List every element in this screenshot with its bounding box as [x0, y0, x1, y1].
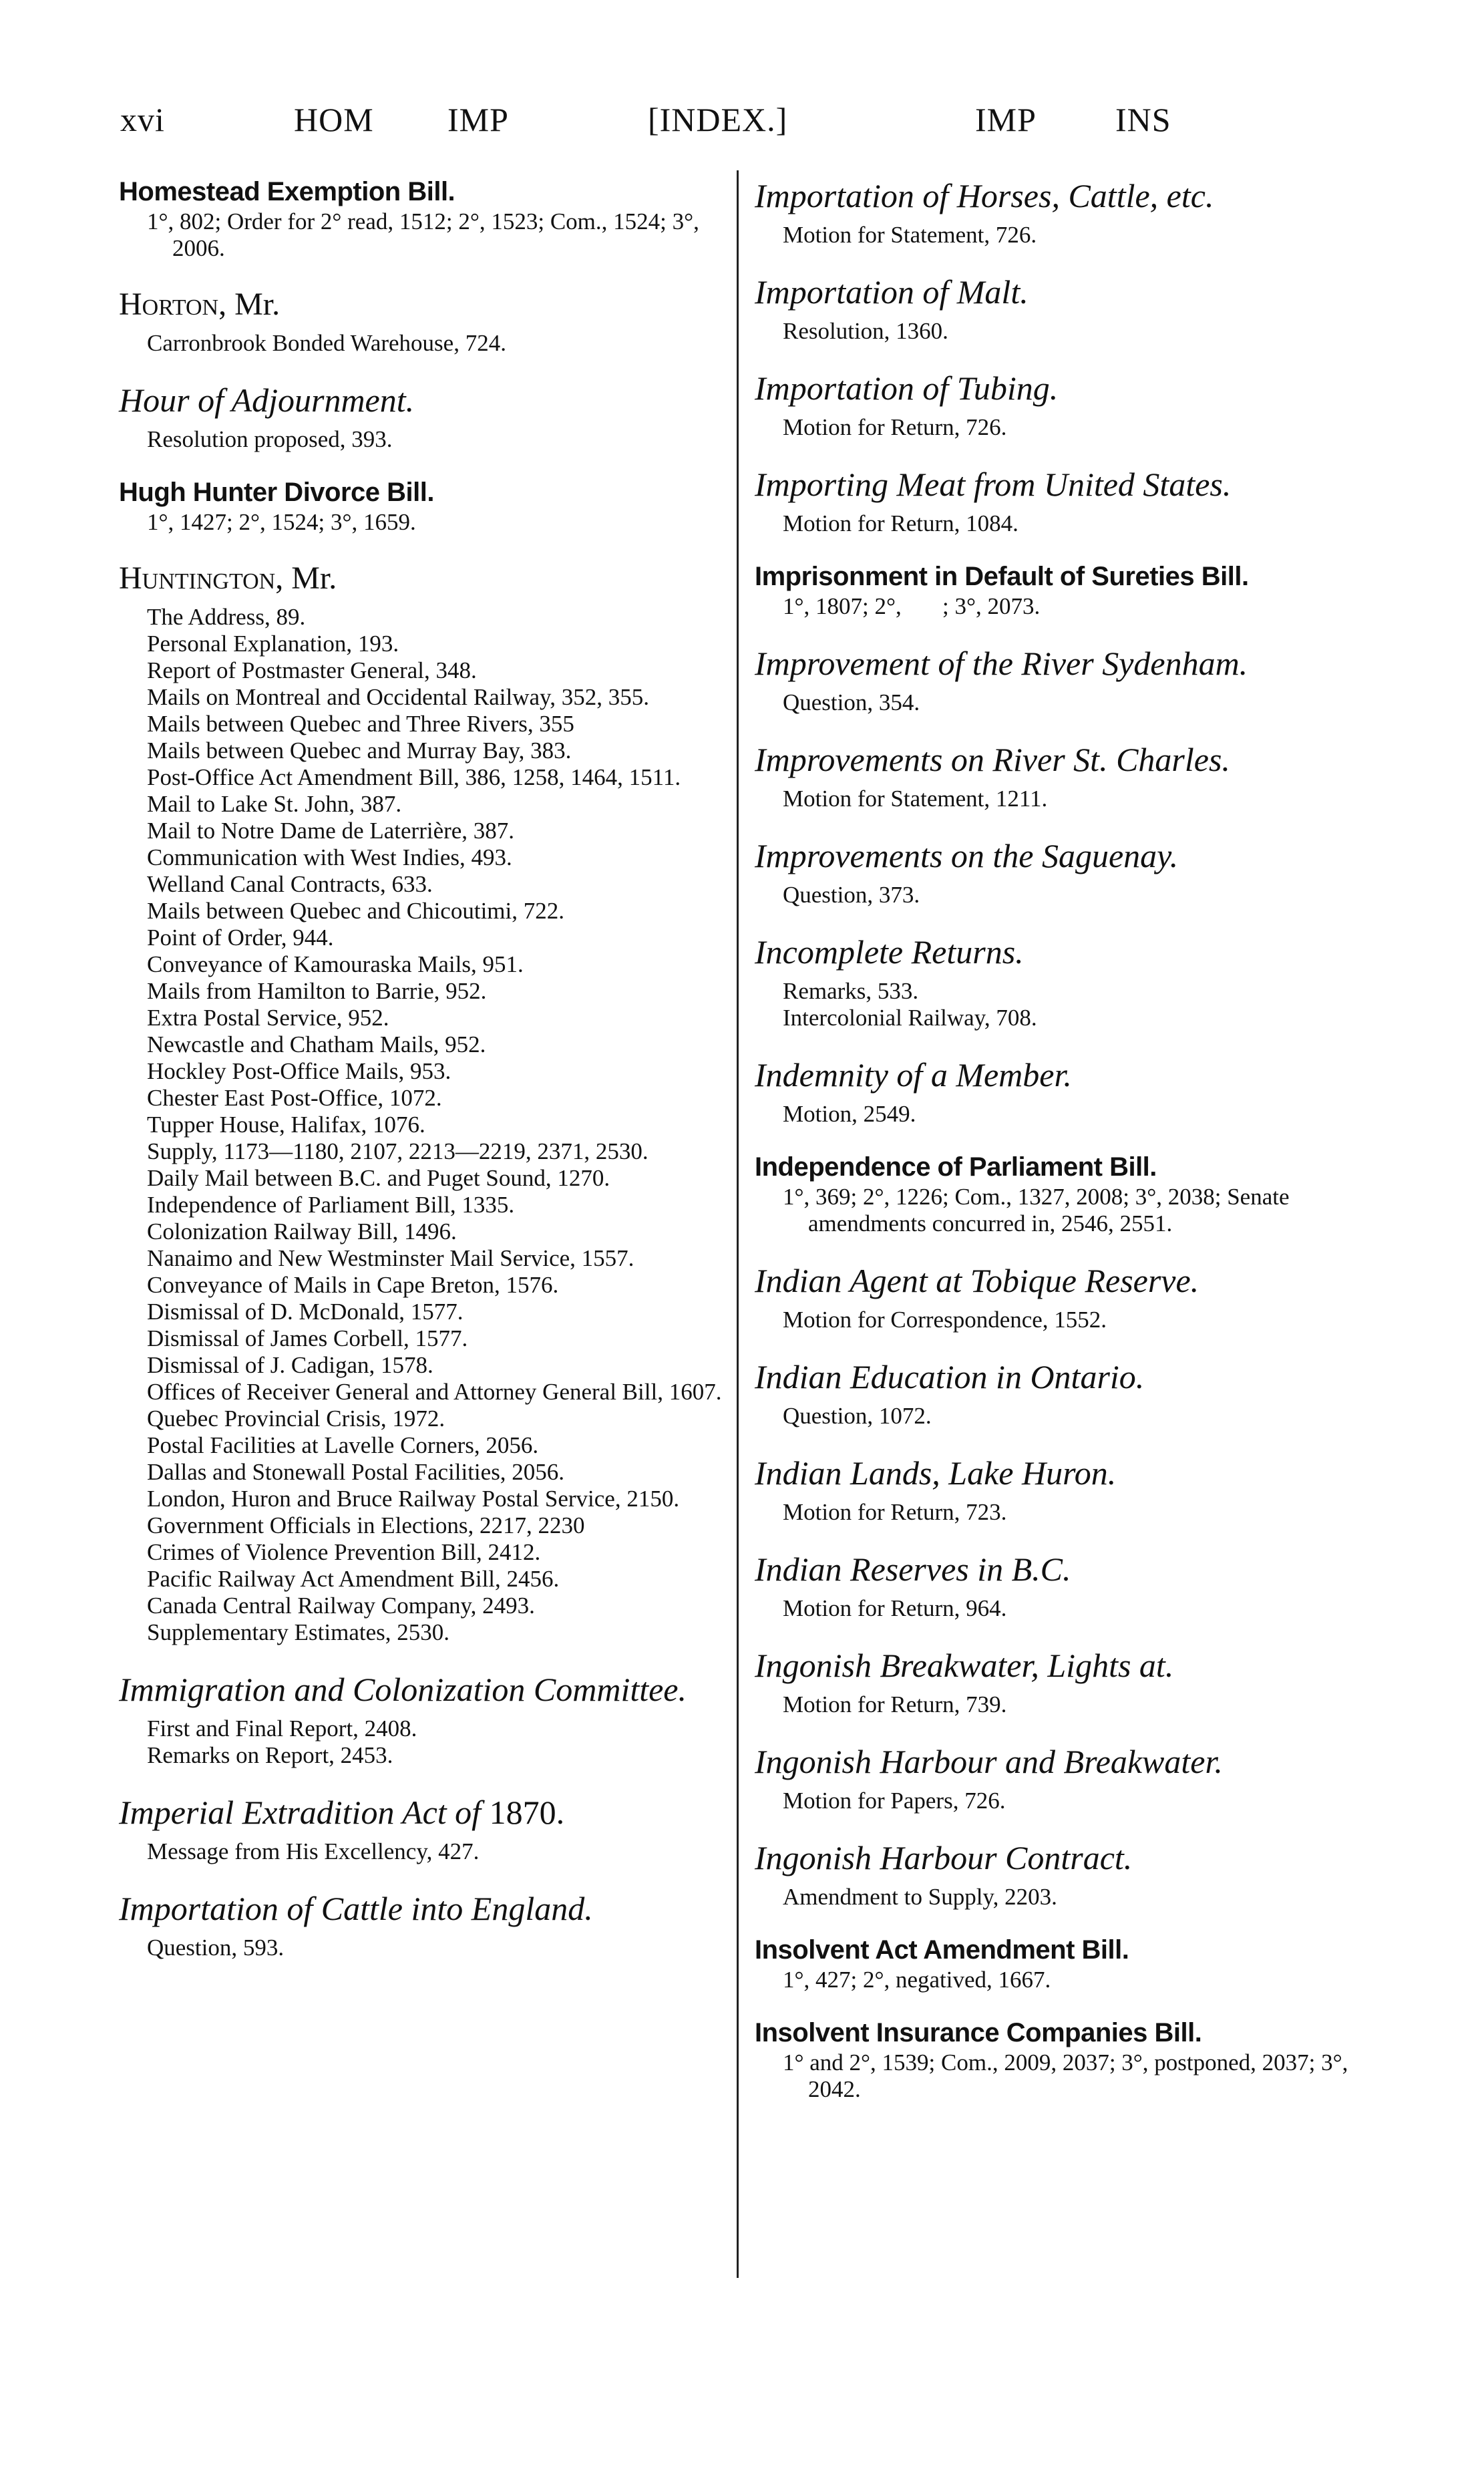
- entry-detail: Remarks, 533.: [783, 978, 919, 1004]
- index-entry-indian-lands: [755, 1452, 1359, 1526]
- list-item: Tupper House, Halifax, 1076.: [147, 1112, 425, 1138]
- page-number: xvi: [120, 101, 165, 138]
- entry-detail: Message from His Excellency, 427.: [147, 1838, 480, 1864]
- list-item: Supplementary Estimates, 2530.: [147, 1619, 449, 1645]
- list-item: Dismissal of James Corbell, 1577.: [147, 1325, 468, 1351]
- entry-detail: Motion for Statement, 726.: [783, 222, 1037, 248]
- index-entry-hour-adjournment: [119, 379, 723, 453]
- list-item: Dallas and Stonewall Postal Facilities, 2056.: [147, 1459, 565, 1485]
- entry-detail: Resolution proposed, 393.: [147, 426, 393, 452]
- list-item: Report of Postmaster General, 348.: [147, 657, 477, 683]
- entry-detail: Resolution, 1360.: [783, 318, 948, 344]
- person-title: , Mr.: [218, 287, 281, 322]
- index-entry-indian-education: [755, 1356, 1359, 1430]
- index-entry-tobique: [755, 1260, 1359, 1333]
- entry-heading: Improvements on River St. Charles.: [755, 741, 1230, 778]
- list-item: Nanaimo and New Westminster Mail Service, 1557.: [147, 1245, 634, 1271]
- list-item: Mails from Hamilton to Barrie, 952.: [147, 978, 487, 1004]
- index-entry-horton: [119, 285, 723, 357]
- column-divider: [737, 170, 739, 2278]
- entry-detail: Motion, 2549.: [783, 1101, 916, 1127]
- list-item: Daily Mail between B.C. and Puget Sound, 1270.: [147, 1165, 610, 1191]
- index-entry-immigration: [119, 1669, 723, 1769]
- list-item: London, Huron and Bruce Railway Postal Service, 2150.: [147, 1486, 680, 1512]
- entry-heading: Indian Reserves in B.C.: [755, 1550, 1071, 1588]
- header-first-word-right: IMP: [975, 101, 1037, 138]
- list-item: The Address, 89.: [147, 604, 306, 630]
- entry-detail: Motion for Return, 1084.: [783, 510, 1018, 536]
- entry-heading: [119, 1792, 723, 1833]
- entry-detail: Motion for Correspondence, 1552.: [783, 1307, 1107, 1333]
- entry-heading: Indemnity of a Member.: [755, 1056, 1072, 1094]
- index-entry-horses: [755, 175, 1359, 248]
- left-column: [119, 175, 723, 1984]
- list-item: Mails between Quebec and Chicoutimi, 722.: [147, 898, 564, 924]
- entry-detail: Carronbrook Bonded Warehouse, 724.: [147, 330, 506, 356]
- entry-heading: Importation of Malt.: [755, 273, 1029, 311]
- list-item: Mails between Quebec and Three Rivers, 355: [147, 711, 574, 737]
- entry-detail: 1° and 2°, 1539; Com., 2009, 2037; 3°, postponed, 2037; 3°, 2042.: [783, 2049, 1348, 2102]
- list-item: Welland Canal Contracts, 633.: [147, 871, 433, 897]
- entry-heading: Hugh Hunter Divorce Bill.: [119, 478, 434, 507]
- list-item: Mail to Notre Dame de Laterrière, 387.: [147, 818, 515, 844]
- list-item: Newcastle and Chatham Mails, 952.: [147, 1031, 486, 1057]
- list-item: Mail to Lake St. John, 387.: [147, 791, 402, 817]
- list-item: Conveyance of Kamouraska Mails, 951.: [147, 951, 524, 977]
- index-entry-indemnity: [755, 1054, 1359, 1128]
- entry-heading: Improvement of the River Sydenham.: [755, 645, 1248, 682]
- list-item: Offices of Receiver General and Attorney General Bill, 1607.: [147, 1379, 722, 1405]
- entry-heading: Incomplete Returns.: [755, 933, 1024, 971]
- index-entry-tubing: [755, 367, 1359, 441]
- entry-detail: Question, 593.: [147, 1935, 285, 1961]
- list-item: Canada Central Railway Company, 2493.: [147, 1593, 535, 1619]
- header-last-word-right: INS: [1115, 101, 1171, 138]
- entry-detail: Question, 1072.: [783, 1403, 932, 1429]
- person-title: , Mr.: [275, 560, 337, 596]
- entry-detail: Intercolonial Railway, 708.: [783, 1005, 1037, 1031]
- entry-detail: 1°, 369; 2°, 1226; Com., 1327, 2008; 3°, 2038; Senate amendments concurred in, 2546, 2551.: [783, 1184, 1290, 1236]
- index-entry-insolvent-insurance: [755, 2016, 1359, 2103]
- list-item: Post-Office Act Amendment Bill, 386, 1258, 1464, 1511.: [147, 764, 681, 790]
- header-first-word-left: HOM: [294, 101, 374, 138]
- entry-heading: Ingonish Breakwater, Lights at.: [755, 1647, 1174, 1684]
- entry-detail: Remarks on Report, 2453.: [147, 1742, 393, 1768]
- index-entry-ingonish-contract: [755, 1837, 1359, 1911]
- entry-detail: Motion for Return, 964.: [783, 1595, 1007, 1621]
- entry-heading: Indian Education in Ontario.: [755, 1358, 1145, 1395]
- index-entry-huntington: [119, 558, 723, 1646]
- entry-heading: Improvements on the Saguenay.: [755, 837, 1179, 874]
- list-item: Personal Explanation, 193.: [147, 631, 399, 657]
- index-entry-saguenay: [755, 835, 1359, 908]
- list-item: Conveyance of Mails in Cape Breton, 1576.: [147, 1272, 559, 1298]
- running-header: [120, 100, 1362, 154]
- list-item: Point of Order, 944.: [147, 925, 334, 951]
- entry-heading: Immigration and Colonization Committee.: [119, 1671, 687, 1708]
- index-entry-insolvent-act: [755, 1933, 1359, 1993]
- person-name: Horton: [119, 287, 219, 322]
- header-section: [INDEX.]: [648, 101, 788, 138]
- entry-heading: [119, 285, 723, 325]
- entry-detail: Amendment to Supply, 2203.: [783, 1884, 1057, 1910]
- entry-detail: 1°, 802; Order for 2° read, 1512; 2°, 1523; Com., 1524; 3°, 2006.: [147, 208, 699, 261]
- index-entry-sydenham: [755, 643, 1359, 716]
- index-entry-incomplete-returns: [755, 931, 1359, 1031]
- entry-detail: Motion for Statement, 1211.: [783, 786, 1048, 812]
- list-item: Postal Facilities at Lavelle Corners, 2056.: [147, 1432, 539, 1458]
- entry-heading: Ingonish Harbour and Breakwater.: [755, 1743, 1223, 1780]
- list-item: Dismissal of D. McDonald, 1577.: [147, 1299, 463, 1325]
- list-item: Pacific Railway Act Amendment Bill, 2456.: [147, 1566, 560, 1592]
- entry-heading: Ingonish Harbour Contract.: [755, 1839, 1133, 1876]
- entry-heading: Indian Lands, Lake Huron.: [755, 1454, 1117, 1492]
- person-name: Huntington: [119, 560, 276, 596]
- entry-detail: Motion for Papers, 726.: [783, 1788, 1006, 1814]
- index-entry-meat: [755, 464, 1359, 537]
- entry-heading: Hour of Adjournment.: [119, 381, 415, 419]
- entry-detail: 1°, 1427; 2°, 1524; 3°, 1659.: [147, 509, 416, 535]
- list-item: Independence of Parliament Bill, 1335.: [147, 1192, 515, 1218]
- entry-detail: First and Final Report, 2408.: [147, 1715, 417, 1742]
- entry-detail: Question, 354.: [783, 689, 920, 715]
- list-item: Mails on Montreal and Occidental Railway, 352, 355.: [147, 684, 650, 710]
- entry-heading: Importation of Horses, Cattle, etc.: [755, 177, 1214, 214]
- list-item: Communication with West Indies, 493.: [147, 844, 512, 870]
- entry-heading: Importation of Cattle into England.: [119, 1890, 593, 1927]
- entry-heading: Insolvent Insurance Companies Bill.: [755, 2018, 1202, 2047]
- index-entry-ingonish-lights: [755, 1645, 1359, 1718]
- entry-detail: Motion for Return, 723.: [783, 1499, 1007, 1525]
- entry-detail: 1°, 1807; 2°, ; 3°, 2073.: [783, 593, 1041, 619]
- entry-item-list: [119, 604, 723, 1646]
- index-entry-ingonish-harbour: [755, 1741, 1359, 1814]
- list-item: Supply, 1173—1180, 2107, 2213—2219, 2371, 2530.: [147, 1138, 648, 1164]
- index-entry-imprisonment: [755, 560, 1359, 620]
- index-entry-hugh-hunter: [119, 476, 723, 536]
- list-item: Extra Postal Service, 952.: [147, 1005, 389, 1031]
- entry-heading: Insolvent Act Amendment Bill.: [755, 1935, 1129, 1965]
- heading-text: Imperial Extradition Act of: [119, 1794, 490, 1831]
- list-item: Quebec Provincial Crisis, 1972.: [147, 1405, 445, 1432]
- list-item: Chester East Post-Office, 1072.: [147, 1085, 442, 1111]
- entry-heading: Importation of Tubing.: [755, 369, 1059, 407]
- heading-year: 1870.: [489, 1794, 565, 1831]
- entry-heading: Importing Meat from United States.: [755, 466, 1232, 503]
- index-entry-homestead: [119, 175, 723, 262]
- list-item: Colonization Railway Bill, 1496.: [147, 1218, 457, 1245]
- list-item: Mails between Quebec and Murray Bay, 383.: [147, 737, 572, 764]
- list-item: Hockley Post-Office Mails, 953.: [147, 1058, 451, 1084]
- index-entry-malt: [755, 271, 1359, 345]
- index-entry-indian-reserves: [755, 1548, 1359, 1622]
- entry-heading: Indian Agent at Tobique Reserve.: [755, 1262, 1199, 1299]
- list-item: Government Officials in Elections, 2217, 2230: [147, 1512, 585, 1538]
- entry-detail: Motion for Return, 726.: [783, 414, 1007, 440]
- entry-detail: Motion for Return, 739.: [783, 1691, 1007, 1717]
- entry-heading: Imprisonment in Default of Sureties Bill.: [755, 562, 1249, 591]
- entry-heading: [119, 558, 723, 599]
- entry-detail: 1°, 427; 2°, negatived, 1667.: [783, 1967, 1051, 1993]
- entry-heading: Independence of Parliament Bill.: [755, 1152, 1157, 1182]
- right-column: [755, 175, 1359, 2126]
- index-entry-cattle-england: [119, 1888, 723, 1961]
- index-entry-st-charles: [755, 739, 1359, 812]
- index-entry-independence: [755, 1150, 1359, 1237]
- entry-detail: Question, 373.: [783, 882, 920, 908]
- list-item: Crimes of Violence Prevention Bill, 2412.: [147, 1539, 541, 1565]
- entry-heading: Homestead Exemption Bill.: [119, 177, 455, 206]
- header-last-word-left: IMP: [447, 101, 509, 138]
- list-item: Dismissal of J. Cadigan, 1578.: [147, 1352, 433, 1378]
- index-entry-imperial-extradition: [119, 1792, 723, 1865]
